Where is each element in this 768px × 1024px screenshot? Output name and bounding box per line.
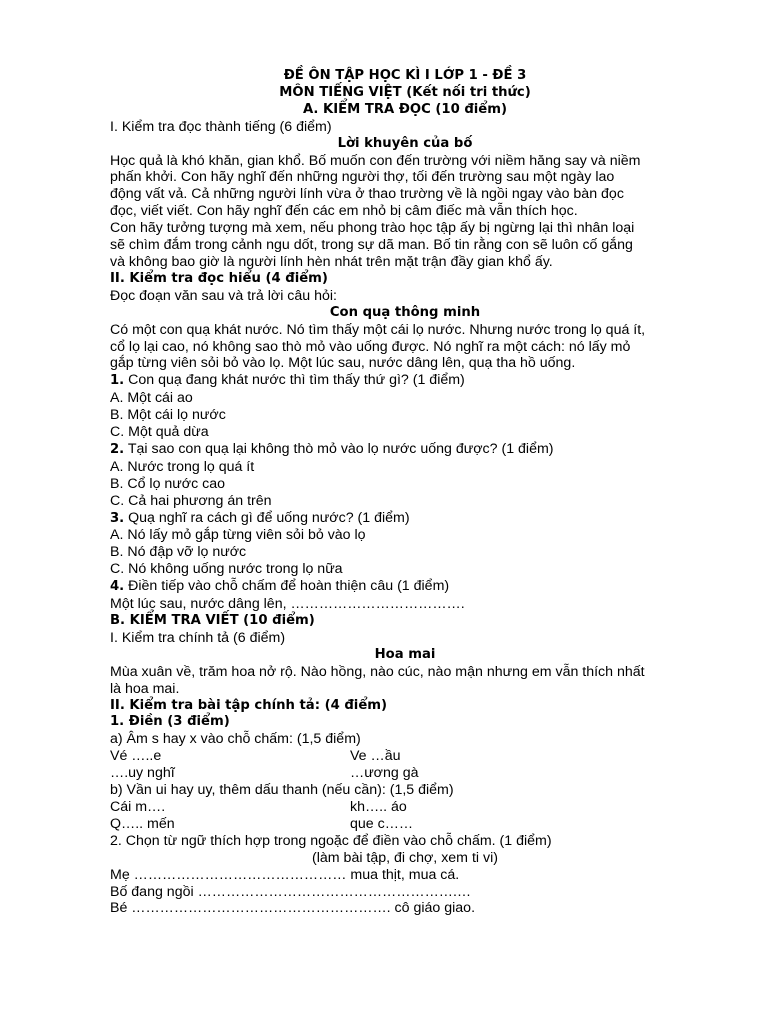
exercise-2-title: 2. Chọn từ ngữ thích hợp trong ngoặc để điền vào chỗ chấm. (1 điểm) (110, 832, 552, 849)
question-prompt: Con quạ đang khát nước thì tìm thấy thứ gì? (1 điểm) (124, 372, 465, 389)
question-prompt: Tại sao con quạ lại không thò mỏ vào lọ nước uống được? (1 điểm) (124, 440, 554, 457)
section-b-heading: B. KIỂM TRA VIẾT (10 điểm) (110, 613, 315, 628)
question-prompt: Điền tiếp vào chỗ chấm để hoàn thiện câu (1 điểm) (124, 578, 450, 595)
title-line-1: ĐỀ ÔN TẬP HỌC KÌ I LỚP 1 - ĐỀ 3 (283, 68, 527, 83)
part-b1-heading: I. Kiểm tra chính tả (6 điểm) (110, 629, 286, 646)
fill-blank: Cái m…. (110, 798, 166, 815)
story-title-1: Lời khuyên của bố (337, 135, 473, 151)
exercise-2-options: (làm bài tập, đi chợ, xem ti vi) (312, 849, 498, 866)
paragraph-line: và không bao giờ là người lính hèn nhát trên mặt trận đầy gian khổ ấy. (110, 253, 553, 270)
question-3 (110, 510, 700, 579)
answer-option: B. Cổ lọ nước cao (110, 475, 226, 492)
fill-blank: …ương gà (350, 765, 419, 782)
exercise-b-title: b) Vần ui hay uy, thêm dấu thanh (nếu cần): (1,5 điểm) (110, 782, 454, 799)
question-prompt: Quạ nghĩ ra cách gì để uống nước? (1 điểm) (124, 509, 410, 526)
section-a-heading: A. KIỂM TRA ĐỌC (10 điểm) (302, 101, 508, 117)
paragraph-line: Con hãy tưởng tượng mà xem, nếu phong trào học tập ấy bị ngừng lại thì nhân loại (110, 220, 635, 237)
answer-option: A. Một cái ao (110, 390, 193, 407)
paragraph-line: cổ lọ lại cao, nó không sao thò mỏ vào uống được. Nó nghĩ ra một cách: nó lấy mỏ (110, 338, 631, 355)
paragraph-line: động vất vả. Cả những người lính vừa ở thao trường về là ngồi ngay vào bàn đọc (110, 186, 624, 203)
paragraph-line: Mùa xuân về, trăm hoa nở rộ. Nào hồng, nào cúc, nào mận nhưng em vẫn thích nhất (110, 663, 645, 680)
exercise-1-heading: 1. Điền (3 điểm) (110, 714, 230, 730)
question-1 (110, 372, 700, 441)
fill-blank: que c…… (350, 815, 414, 832)
exercise-row (110, 799, 700, 816)
part-a2-heading: II. Kiểm tra đọc hiểu (4 điểm) (110, 270, 328, 286)
answer-option: B. Nó đập vỡ lọ nước (110, 544, 247, 561)
question-2 (110, 441, 700, 510)
paragraph-line: gắp từng viên sỏi bỏ vào lọ. Một lúc sau, nước dâng lên, quạ tha hồ uống. (110, 355, 576, 372)
fill-blank: Vé …..e (110, 748, 162, 765)
paragraph-line: đọc, viết viết. Con hãy nghĩ đến các em nhỏ bị câm điếc mà vẫn thích học. (110, 203, 578, 220)
fill-in-line: Bé ………………………………………………. cô giáo giao. (110, 900, 476, 917)
question-number: 4. (110, 579, 125, 595)
paragraph-line: phấn khởi. Con hãy nghĩ đến những người thợ, tối đến trường sau một ngày lao (110, 169, 615, 186)
answer-option: A. Nó lấy mỏ gắp từng viên sỏi bỏ vào lọ (110, 527, 366, 544)
fill-in-line: Bố đang ngồi ……………………………………………….… (110, 883, 472, 900)
part-a1-heading: I. Kiểm tra đọc thành tiếng (6 điểm) (110, 118, 332, 135)
part-b2-heading: II. Kiểm tra bài tập chính tả: (4 điểm) (110, 697, 388, 713)
question-text (110, 510, 700, 528)
exercise-row (110, 765, 700, 782)
part-a2-instruction: Đọc đoạn văn sau và trả lời câu hỏi: (110, 287, 337, 304)
fill-blank: Q….. mến (110, 815, 175, 832)
question-number: 3. (110, 510, 125, 526)
paragraph-line: sẽ chìm đắm trong cảnh ngu dốt, trong sự dã man. Bố tin rằng con sẽ luôn cố gắng (110, 237, 633, 254)
question-text (110, 372, 700, 390)
question-4 (110, 578, 700, 613)
exercise-a-title: a) Âm s hay x vào chỗ chấm: (1,5 điểm) (110, 731, 361, 748)
question-text (110, 578, 700, 596)
paragraph-line: là hoa mai. (110, 680, 180, 697)
poem-title: Hoa mai (374, 646, 436, 662)
document-page (110, 68, 700, 917)
story-1-text (110, 153, 700, 271)
exercise-row (110, 816, 700, 833)
title-line-2: MÔN TIẾNG VIỆT (Kết nối tri thức) (279, 84, 531, 100)
answer-option: A. Nước trong lọ quá ít (110, 458, 255, 475)
fill-in-line: Mẹ ……………………………………… mua thịt, mua cá. (110, 866, 460, 883)
answer-option: C. Nó không uống nước trong lọ nữa (110, 561, 343, 578)
fill-blank: kh….. áo (350, 798, 407, 815)
answer-option: C. Cả hai phương án trên (110, 492, 272, 509)
story-title-2: Con quạ thông minh (329, 304, 481, 320)
question-text (110, 441, 700, 459)
fill-blank: ….uy nghĩ (110, 765, 175, 782)
question-number: 2. (110, 441, 125, 457)
paragraph-line: Có một con quạ khát nước. Nó tìm thấy một cái lọ nước. Nhưng nước trong lọ quá ít, (110, 321, 646, 338)
paragraph-line: Học quả là khó khăn, gian khổ. Bố muốn con đến trường với niềm hăng say và niềm (110, 152, 641, 169)
exercise-row (110, 748, 700, 765)
question-number: 1. (110, 373, 125, 389)
answer-option: C. Một quả dừa (110, 424, 209, 441)
story-2-text (110, 322, 700, 373)
fill-in-line: Một lúc sau, nước dâng lên, ………………………………. (110, 596, 465, 613)
fill-blank: Ve …ầu (350, 748, 401, 765)
answer-option: B. Một cái lọ nước (110, 407, 226, 424)
